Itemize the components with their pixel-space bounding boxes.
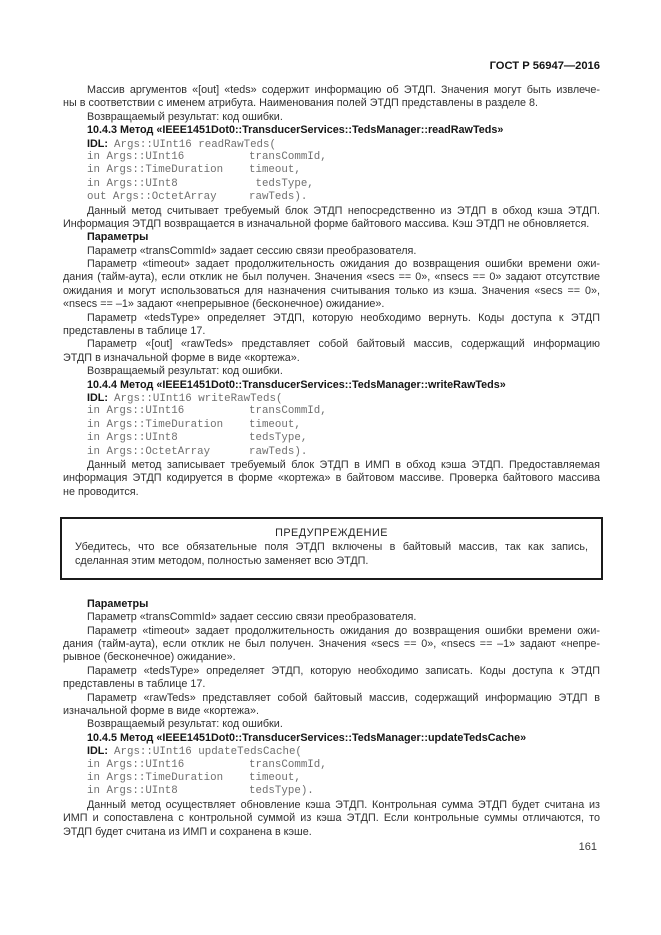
idl-declaration — [63, 392, 600, 405]
idl-code: Args::UInt16 writeRawTeds( — [114, 392, 283, 405]
paragraph-line: ЭТДП будет считана из ИМП и сохранена в кэше. — [63, 825, 312, 838]
paragraph-line: Параметр «transCommId» задает сессию связи преобразователя. — [87, 611, 417, 624]
code-line: in Args::TimeDuration timeout, — [87, 164, 301, 177]
return-result-line: Возвращаемый результат: код ошибки. — [87, 365, 283, 378]
code-line: in Args::OctetArray rawTeds). — [87, 445, 308, 458]
paragraph-line: «nsecs == –1» задают «непрерывное (бесконечное) ожидание». — [63, 298, 385, 311]
paragraph-line: Информация ЭТДП возвращается в изначальной форме байтового массива. Кэш ЭТДП не обновляется. — [63, 217, 590, 230]
idl-label: IDL: — [87, 391, 108, 404]
warning-line: сделанная этим методом, полностью заменяет всю ЭТДП. — [75, 554, 369, 567]
paragraph-line: Данный метод считывает требуемый блок ЭТДП непосредственно из ЭТДП в обход кэша ЭТДП. — [87, 204, 600, 217]
paragraph-line: рывное (бесконечное) ожидание». — [63, 651, 236, 664]
paragraph-line: представлены в таблице 17. — [63, 678, 206, 691]
paragraph-line: информация ЭТДП кодируется в форме «кортежа» в байтовом массиве. Проверка байтового массива — [63, 472, 600, 485]
paragraph-line: представлены в таблице 17. — [63, 325, 206, 338]
parameters-heading: Параметры — [87, 231, 149, 244]
warning-line: Убедитесь, что все обязательные поля ЭТДП включены в байтовый массив, так как запись, — [75, 541, 588, 554]
section-heading-10-4-5: 10.4.5 Метод «IEEE1451Dot0::TransducerServices::TedsManager::updateTedsCache» — [87, 731, 527, 744]
parameters-heading: Параметры — [87, 597, 149, 610]
return-result-line: Возвращаемый результат: код ошибки. — [87, 718, 283, 731]
code-line: in Args::UInt16 transCommId, — [87, 405, 327, 418]
paragraph-line: Параметр «timeout» задает продолжительность ожидания до возвращения ошибки времени ожи- — [87, 258, 600, 271]
idl-declaration — [63, 745, 600, 758]
paragraph-line: Параметр «timeout» задает продолжительность ожидания до возвращения ошибки времени ожи- — [87, 624, 600, 637]
warning-title: ПРЕДУПРЕЖДЕНИЕ — [275, 527, 388, 540]
document-body — [63, 84, 600, 839]
paragraph-line: Данный метод осуществляет обновление кэша ЭТДП. Контрольная сумма ЭТДП будет считана из — [87, 798, 600, 811]
paragraph-line: Параметр «transCommId» задает сессию связи преобразователя. — [87, 244, 417, 257]
code-line: in Args::UInt8 tedsType, — [87, 432, 308, 445]
code-line: in Args::UInt8 tedsType). — [87, 785, 314, 798]
section-heading-10-4-3: 10.4.3 Метод «IEEE1451Dot0::TransducerServices::TedsManager::readRawTeds» — [87, 124, 504, 137]
section-heading-10-4-4: 10.4.4 Метод «IEEE1451Dot0::TransducerServices::TedsManager::writeRawTeds» — [87, 378, 506, 391]
paragraph-line: Параметр «rawTeds» представляет собой байтовый массив, содержащий информацию ЭТДП в — [87, 691, 600, 704]
code-line: in Args::UInt8 tedsType, — [87, 177, 314, 190]
code-line: in Args::TimeDuration timeout, — [87, 771, 301, 784]
return-result-line: Возвращаемый результат: код ошибки. — [87, 110, 283, 123]
standard-number-header: ГОСТ Р 56947—2016 — [489, 60, 600, 72]
warning-box — [60, 517, 603, 580]
idl-code: Args::UInt16 updateTedsCache( — [114, 746, 302, 759]
paragraph-line: Массив аргументов «[out] «teds» содержит информацию об ЭТДП. Значения могут быть извлече- — [87, 84, 600, 96]
idl-label: IDL: — [87, 137, 108, 150]
paragraph-line: ны в соответствии с именем атрибута. Наименования полей ЭТДП представлены в разделе 8. — [63, 97, 539, 110]
paragraph-line: ИМП и сопоставлена с контрольной суммой из кэша ЭТДП. Если контрольные суммы отличаются, то — [63, 812, 600, 825]
code-line: out Args::OctetArray rawTeds). — [87, 191, 308, 204]
paragraph-line: Данный метод записывает требуемый блок ЭТДП в ИМП в обход кэша ЭТДП. Предоставляемая — [87, 458, 600, 471]
idl-declaration — [63, 138, 600, 151]
page-number: 161 — [578, 841, 597, 853]
code-line: in Args::TimeDuration timeout, — [87, 418, 301, 431]
paragraph-line: изначальной форме в виде «кортежа». — [63, 705, 259, 718]
paragraph-line: дания (тайм-аута), если отклик не был получен. Значения «secs == 0», «nsecs == –1» задают «непре- — [63, 638, 600, 651]
paragraph-line: ожидания и могут использоваться для назначения считывания только из кэша. Значения «secs == 0», — [63, 284, 600, 297]
paragraph-line: Параметр «[out] «rawTeds» представляет собой байтовый массив, содержащий информацию — [87, 338, 600, 351]
idl-code: Args::UInt16 readRawTeds( — [114, 138, 276, 151]
code-line: in Args::UInt16 transCommId, — [87, 150, 327, 163]
paragraph-line: Параметр «tedsType» определяет ЭТДП, которую необходимо записать. Коды доступа к ЭТДП — [87, 664, 600, 677]
paragraph-line: не проводится. — [63, 485, 139, 498]
code-line: in Args::UInt16 transCommId, — [87, 758, 327, 771]
paragraph-line: Параметр «tedsType» определяет ЭТДП, которую необходимо вернуть. Коды доступа к ЭТДП — [87, 311, 600, 324]
paragraph-line: дания (тайм-аута), если отклик не был получен. Значения «secs == 0», «nsecs == 0» задают отсутствие — [63, 271, 600, 284]
idl-label: IDL: — [87, 745, 108, 758]
paragraph-line: ЭТДП в изначальной форме в виде «кортежа». — [63, 351, 300, 364]
